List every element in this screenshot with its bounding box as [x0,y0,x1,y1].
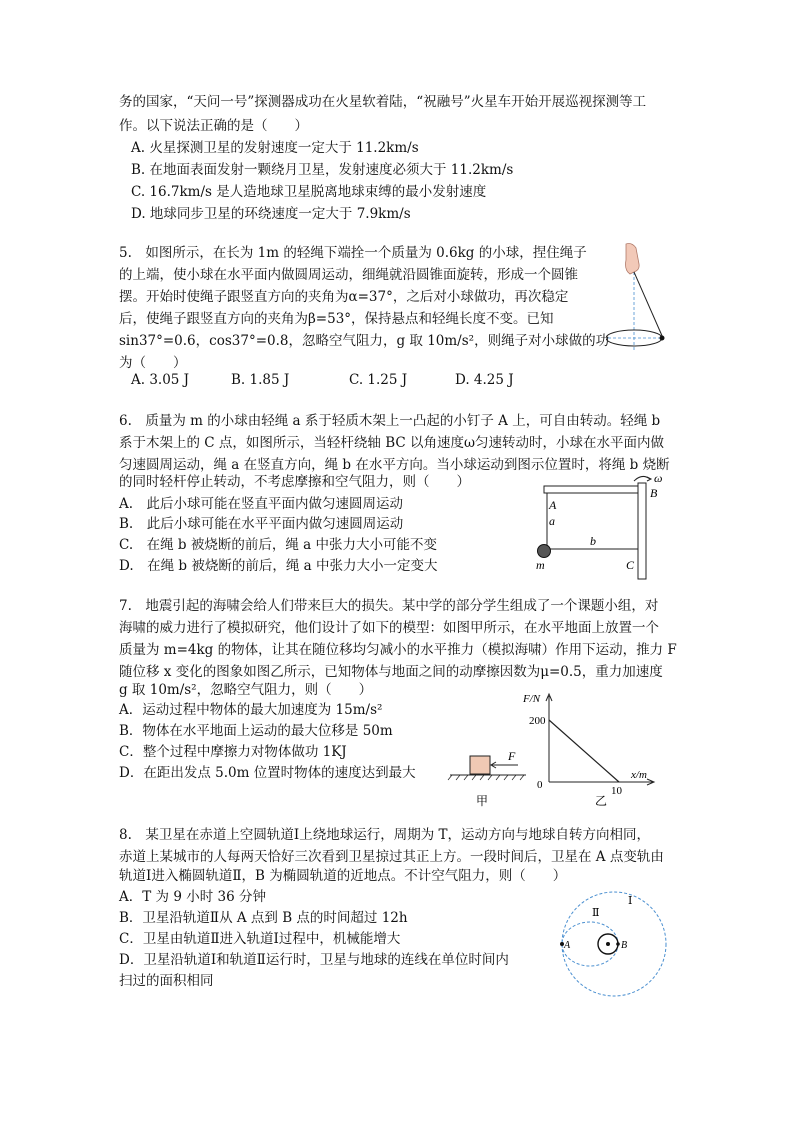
label-F: F [508,749,516,763]
label-omega: ω [654,473,663,485]
q7-line5: g 取 10m/s²，忽略空气阻力，则（ ） [119,682,373,698]
q4-option-b: B. 在地面表面发射一颗绕月卫星，发射速度必须大于 11.2km/s [131,162,514,178]
ball-icon [538,545,551,558]
label-200: 200 [529,715,546,727]
label-A: A [549,498,557,512]
q4-option-a: A. 火星探测卫星的发射速度一定大于 11.2km/s [131,140,419,156]
q6-line3: 匀速圆周运动，绳 a 在竖直方向，绳 b 在水平方向。当小球运动到图示位置时，将绳 b 烧断 [119,457,670,473]
q6-option-a: A. 此后小球可能在竖直平面内做匀速圆周运动 [119,496,404,512]
label-10: 10 [611,785,622,797]
q8-option-c: C．卫星由轨道Ⅱ进入轨道Ⅰ过程中，机械能增大 [119,931,401,947]
q6-rotating-frame-figure [530,473,700,583]
q7-line3: 质量为 m=4kg 的物体，让其在随位移均匀减小的水平推力（模拟海啸）作用下运动，推力 F [119,642,677,658]
q7-option-b: B．物体在水平地面上运动的最大位移是 50m [119,723,393,739]
q5-option-c: C. 1.25 J [349,372,408,388]
label-m: m [536,558,545,572]
q8-option-d-cont: 扫过的面积相同 [119,973,214,989]
q5-option-a: A. 3.05 J [131,372,190,388]
label-B: B [650,486,658,500]
q7-option-d: D．在距出发点 5.0m 位置时物体的速度达到最大 [119,765,416,781]
q6-option-d: D. 在绳 b 被烧断的前后，绳 a 中张力大小一定变大 [119,558,438,574]
q4-stem-line2: 作。以下说法正确的是（ ） [119,118,308,134]
q5-option-b: B. 1.85 J [231,372,290,388]
label-yi: 乙 [595,794,608,808]
q6-line2: 系于木架上的 C 点，如图所示，当轻杆绕轴 BC 以角速度ω匀速转动时，小球在水平面内做 [119,435,665,451]
q8-orbit-figure [548,888,672,1008]
q6-line1: 6. 质量为 m 的小球由轻绳 a 系于轻质木架上一凸起的小钉子 A 上，可自由转动。轻绳 b [119,413,661,429]
label-point-A: A [564,940,571,951]
q5-option-d: D. 4.25 J [455,372,514,388]
label-a: a [549,514,555,528]
q5-line3: 摆。开始时使绳子跟竖直方向的夹角为α=37°，之后对小球做功，再次稳定 [119,289,569,305]
label-point-B: B [621,940,628,951]
block-icon [470,756,490,774]
label-orbit-II: Ⅱ [592,907,600,919]
orbit-I [562,892,666,996]
label-C: C [626,558,635,572]
q4-stem-line1: 务的国家，“天问一号”探测器成功在火星软着陆，“祝融号”火星车开始开展巡视探测等工 [119,94,647,110]
q5-line6: 为（ ） [119,355,187,371]
label-y-axis: F/N [523,693,541,705]
q6-option-b: B. 此后小球可能在水平平面内做匀速圆周运动 [119,516,404,532]
q7-option-a: A．运动过程中物体的最大加速度为 15m/s² [119,702,383,718]
q8-line1: 8. 某卫星在赤道上空圆轨道Ⅰ上绕地球运行，周期为 T，运动方向与地球自转方向相同， [119,827,651,843]
label-origin: 0 [537,779,543,791]
force-line [549,720,619,782]
q7-line2: 海啸的威力进行了模拟研究，他们设计了如下的模型：如图甲所示，在水平地面上放置一个 [119,620,659,636]
q6-line4: 的同时轻杆停止转动，不考虑摩擦和空气阻力，则（ ） [119,474,470,490]
q8-line3: 轨道Ⅰ进入椭圆轨道Ⅱ，B 为椭圆轨道的近地点。不计空气阻力，则（ ） [119,868,567,884]
q5-line4: 后，使绳子跟竖直方向的夹角为β=53°，保持悬点和轻绳长度不变。已知 [119,311,554,327]
q8-option-a: A．T 为 9 小时 36 分钟 [119,889,266,905]
q5-line5: sin37°=0.6，cos37°=0.8，忽略空气阻力，g 取 10m/s²，则绳子对小球做的功 [119,333,610,349]
q8-line2: 赤道上某城市的人每两天恰好三次看到卫星掠过其正上方。一段时间后，卫星在 A 点变轨由 [119,849,664,865]
q5-line2: 的上端，使小球在水平面内做圆周运动，细绳就沿圆锥面旋转，形成一个圆锥 [119,267,578,283]
label-jia: 甲 [476,794,489,808]
q7-line1: 7. 地震引起的海啸会给人们带来巨大的损失。某中学的部分学生组成了一个课题小组，对 [119,598,659,614]
q7-line4: 随位移 x 变化的图象如图乙所示，已知物体与地面之间的动摩擦因数为μ=0.5，重力加速度 [119,664,663,680]
label-x-axis: x/m [631,769,647,781]
q8-option-b: B．卫星沿轨道Ⅱ从 A 点到 B 点的时间超过 12h [119,910,408,926]
hand-icon [626,244,640,275]
label-orbit-I: Ⅰ [628,895,633,907]
q5-line1: 5. 如图所示，在长为 1m 的轻绳下端拴一个质量为 0.6kg 的小球，捏住绳子 [119,245,587,261]
q5-conical-pendulum-figure [606,240,686,356]
q7-force-displacement-graph-yi [515,690,665,808]
q6-option-c: C. 在绳 b 被烧断的前后，绳 a 中张力大小可能不变 [119,537,437,553]
label-b: b [590,534,596,548]
q4-option-c: C. 16.7km/s 是人造地球卫星脱离地球束缚的最小发射速度 [131,184,487,200]
q7-option-c: C．整个过程中摩擦力对物体做功 1KJ [119,744,347,760]
q8-option-d: D．卫星沿轨道Ⅰ和轨道Ⅱ运行时，卫星与地球的连线在单位时间内 [119,952,509,968]
q4-option-d: D. 地球同步卫星的环绕速度一定大于 7.9km/s [131,206,411,222]
